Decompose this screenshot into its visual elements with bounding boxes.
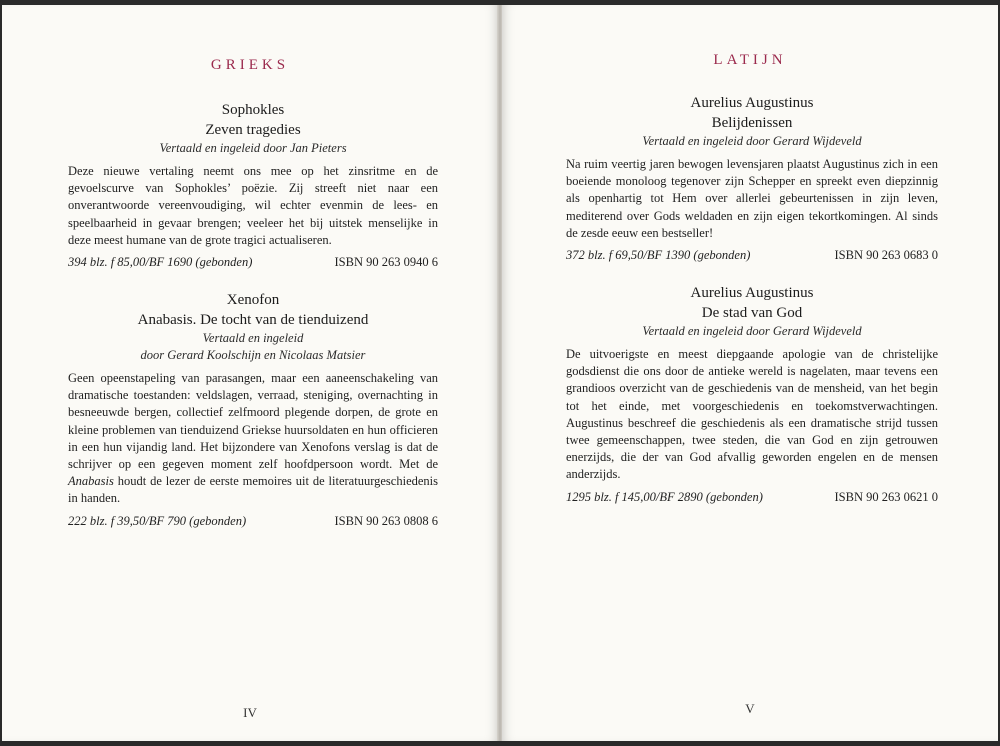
description-text: Geen opeenstapeling van parasangen, maar een aaneenschakeling van dramatische toestanden: veldslagen, verraad, steniging, overnachting in besneeuwde bergen, collectief zelfmoord plegende dorpen, de grote en kleine problemen van tienduizend Griekse huursoldaten en hun officieren in een hun vijandig land. Het bijzondere van Xenofons verslag is dat de schrijver op een gegeven moment zelf hoofdpersoon wordt. Met de	[68, 371, 438, 472]
entry-isbn: ISBN 90 263 0683 0	[834, 248, 938, 263]
entry-stad-van-god	[566, 283, 938, 505]
entry-xenofon	[68, 290, 438, 529]
entry-author: Xenofon	[226, 292, 280, 308]
entry-isbn: ISBN 90 263 0808 6	[334, 513, 438, 528]
description-text: Deze nieuwe vertaling neemt ons mee op het zinsritme en de gevoelscurve van Sophokles’ poëzie. Zij streeft niet naar een onverantwoorde vereenvoudiging, wil echter evenmin de lees- en speelbaarheid in gevaar brengen; veeleer het bij uitstek menselijke in deze meest humane van de grote tragici actualiseren.	[68, 164, 438, 247]
entry-translator: Vertaald en ingeleid door Gerard Wijdeveld	[642, 324, 862, 338]
entry-author: Aurelius Augustinus	[690, 285, 814, 301]
entry-author: Sophokles	[221, 102, 285, 118]
entry-author: Aurelius Augustinus	[690, 95, 814, 111]
entry-title: Belijdenissen	[711, 115, 793, 131]
entry-description	[68, 370, 438, 508]
entry-price: 394 blz. f 85,00/BF 1690 (gebonden)	[68, 255, 253, 270]
entry-title: Anabasis. De tocht van de tienduizend	[137, 312, 369, 328]
entry-meta	[566, 248, 938, 263]
description-text-end: houdt de lezer de eerste memoires uit de literatuurgeschiedenis in handen.	[68, 474, 438, 506]
section-title-latijn: LATIJN	[713, 52, 787, 68]
description-text: De uitvoerigste en meest diepgaande apologie van de christelijke godsdienst die ons door de antieke wereld is nagelaten, maar tevens een grandioos overzicht van de geschiedenis van de mensheid, van het begin tot het einde, met voorgeschiedenis en toekomstverwachtingen. Augustinus beschreef die geschiedenis als een dramatische strijd tussen twee gemeenschappen, twee steden, die van God en zijn getrouwen enerzijds, die der van God afvallig geworden engelen en de mensen anderzijds.	[566, 347, 938, 482]
left-page	[2, 5, 498, 741]
entry-meta	[68, 514, 438, 529]
description-text: Na ruim veertig jaren bewogen levensjaren plaatst Augustinus zich in een boeiende monoloog tegenover zijn Schepper en spreekt even diepzinnig als openhartig tot Hem over allerlei gebeurtenissen in zijn leven, mediterend over Gods weldaden en zijn eigen tekortkomingen. Al sinds de zesde eeuw een bestseller!	[566, 157, 938, 240]
entry-isbn: ISBN 90 263 0621 0	[834, 489, 938, 504]
description-italic: Anabasis	[68, 474, 114, 489]
section-title-grieks: GRIEKS	[210, 57, 290, 73]
entry-title: Zeven tragedies	[205, 122, 301, 138]
entry-meta	[68, 255, 438, 270]
entry-description	[68, 163, 438, 249]
entry-sophokles	[68, 100, 438, 270]
entry-translator: Vertaald en ingeleid door Gerard Wijdeveld	[642, 134, 862, 148]
entry-translator: Vertaald en ingeleid door Jan Pieters	[159, 141, 347, 155]
page-number: V	[745, 701, 755, 716]
entry-price: 372 blz. f 69,50/BF 1390 (gebonden)	[566, 248, 751, 263]
page-number: IV	[243, 705, 257, 720]
entry-price: 222 blz. f 39,50/BF 790 (gebonden)	[68, 513, 247, 528]
entry-belijdenissen	[566, 93, 938, 263]
entry-isbn: ISBN 90 263 0940 6	[334, 255, 438, 270]
entry-translator-line2: door Gerard Koolschijn en Nicolaas Matsier	[140, 348, 366, 362]
entry-title: De stad van God	[701, 305, 803, 321]
entry-description	[566, 346, 938, 484]
entry-meta	[566, 490, 938, 505]
entry-translator: Vertaald en ingeleid	[202, 331, 304, 345]
entry-description	[566, 156, 938, 242]
entry-price: 1295 blz. f 145,00/BF 2890 (gebonden)	[566, 489, 763, 504]
right-page	[502, 5, 998, 741]
